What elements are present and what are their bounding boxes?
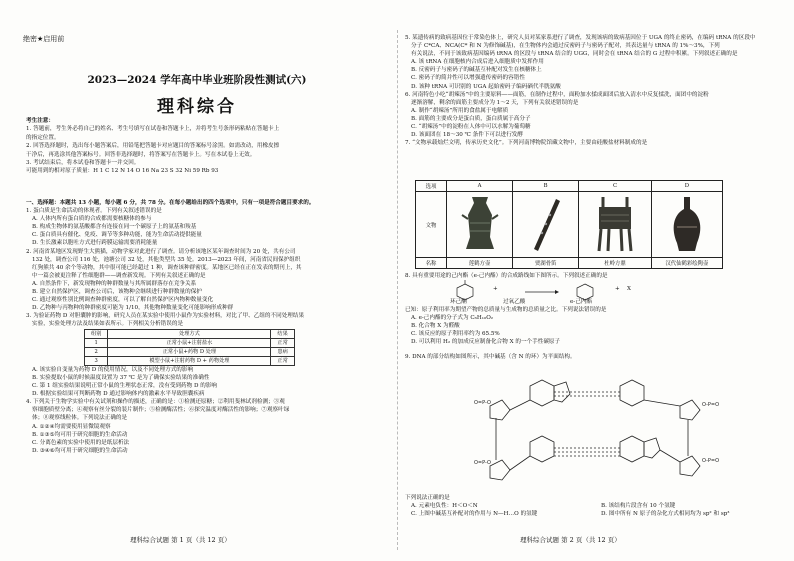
option-line: A. 该实验自变量为药物 D 的使用情况，以及不同处理方式的影响 [32, 366, 194, 373]
option-line: C. 该反应的原子利用率约为 65.5% [411, 331, 500, 338]
question-line: 3. 为验证药物 D 对胆囊肿的影响，研究人员在某实验中使用小鼠作为实验材料，对比了甲、乙组的不同处理结果 [26, 313, 305, 320]
footer-right: 理科综合试题 第 2 页（共 12 页） [520, 536, 621, 544]
relic-name: 莲鹤方壶 [447, 258, 513, 269]
note-line: 可能用到的相对原子质量：H 1 C 12 N 14 O 16 Na 23 S 32 Ni 59 Rb 93 [26, 168, 219, 175]
option-line: B. 化合物 X 为醛酸 [411, 323, 460, 330]
reagent-label: 环己酮 [450, 299, 467, 306]
option-line: D. 生长激素以胞吐方式进行跨膜运输需要消耗能量 [32, 240, 158, 247]
option-line: B. 反密码子与密码子的碱基互补配对发生在核糖体上 [411, 67, 542, 74]
svg-text:O=P-O: O=P-O [474, 460, 491, 466]
left-column-questions [26, 199, 392, 455]
table-header: 选项 [416, 181, 447, 192]
relic-image-bronze-pot [447, 192, 513, 258]
table-row [85, 338, 295, 347]
option-line: C. 第 1 组实验结果说明正常小鼠的生理状态正常，没有受到药物 D 的影响 [32, 383, 218, 390]
q9-options [405, 494, 777, 518]
option-line: D. 可以利用 H₂ 的加成反应制备化合物 X 的一个手性碳原子 [411, 339, 561, 346]
row-label: 文物 [416, 192, 447, 258]
option-line: D. 该面团在 18～30 ℃ 条件下可以进行发酵 [411, 132, 523, 139]
note-line: 2. 回答选择题时，选出每小题答案后，用铅笔把答题卡对应题目的答案标号涂黑。如需改动，用橡皮擦 [26, 143, 280, 150]
table-cell: 正常小鼠+注射盐水 [108, 338, 271, 347]
exam-notes [26, 117, 386, 176]
question-line: 已知：原子利用率为期望产物的总质量与生成物的总质量之比。下列说法错误的是 [405, 307, 607, 314]
svg-text:O-P=O: O-P=O [702, 458, 720, 464]
question-line: 2. 河南省某地区发现野生大熊猫，动物学家对此进行了调查。请分析该地区某年调查时间为 20 处，共有公司 [26, 248, 296, 255]
option-line: C. 通过观察性别比例调查种群密度，可以了解自然保护区内物种数量变化 [32, 297, 214, 304]
table-cell: 模型小鼠+注射药物 D + 药物处理 [108, 356, 271, 365]
notes-heading: 考生注意： [26, 118, 54, 124]
table-row [85, 356, 295, 365]
table-cell: 2 [85, 347, 108, 356]
relic-name: 汉代仙鹤彩绘陶壶 [651, 258, 722, 269]
option-line: D. 根据实验结果可判断药物 D 通过影响体内的激素水平导致胆囊疾病 [32, 391, 205, 398]
plus-sign: + [615, 286, 620, 293]
svg-text:O-P=O: O-P=O [702, 402, 720, 408]
relic-image-bone-flute [513, 192, 579, 258]
option-line: A. 自然条件下，新发现物种的种群数量与其所属群落存在竞争关系 [32, 280, 197, 287]
table-row [85, 347, 295, 356]
question-line: 体；⑧观察线粒体。下列说法正确的是 [32, 415, 128, 422]
question-line: 察细胞质壁分离；④观察有丝分裂的装片制作；⑤检测酶活性；⑥探究温度对酶活性的影响；⑦观察叶绿 [32, 407, 290, 414]
right-column-questions [405, 34, 777, 147]
dna-structure-diagram [470, 366, 740, 492]
question-line: 分子 C*CA、NCA(C* 和 N 为修饰碱基)，在生物体内会通过反密码子与密码子配对，其表达量与 tRNA 的 1%～3%，下列 [411, 43, 720, 50]
option-line: B. 构成生物体的氨基酸都含有连接在同一个碳原子上的氨基和羧基 [32, 224, 197, 231]
relic-name: 杜岭方鼎 [579, 258, 652, 269]
option-line: A. 元素电负性：H＜O＜N [411, 503, 478, 510]
question-line: 下列说法正确的是 [405, 495, 450, 501]
question-line: 1. 蛋白质是生命活动的体现者。下列有关叙述错误的是 [26, 208, 162, 215]
table-cell: 1 [85, 338, 108, 347]
table-cell: 患病 [271, 347, 294, 356]
question-line: 有关说法，不同于该致病基因编码 tRNA 的区段与 tRNA 结合的 UGG，同时会在 tRNA 结合的 G 过程中积累。下列叙述正确的是 [411, 51, 738, 58]
question-line: 8. 具有重要用途的己内酯（e-己内酯）的合成路线如下图所示。下列叙述正确的是 [405, 273, 608, 279]
question-line: 中一篇会被更注释了性细胞群——调查新发现。下列有关叙述正确的是 [32, 272, 206, 279]
question-line: 6. 河南特色小吃“胡辣汤”中的主要原料——面筋，在制作过程中，面粉加水揉成面团后放入清水中反复揉洗，面团中的淀粉 [405, 91, 709, 98]
reagent-label: e-己内酯 [570, 299, 592, 306]
question-line: 红狗熊共 40 余个等动物，其中很可能已经超过 1 种，调查该种群密度。某地区已经在正在发表的期刊上，其 [32, 264, 302, 271]
option-line: C. 上图中碱基互补配对的作用与 N—H…O 的氢键 [411, 511, 538, 518]
option-line: B. 面筋的主要成分是蛋白质，蛋白质属于高分子 [411, 115, 531, 122]
reagent-label: 过氧乙酸 [503, 299, 526, 306]
secret-label: 绝密★启用前 [23, 35, 65, 43]
option-line: B. 该结构片段含有 10 个氢键 [601, 503, 676, 510]
table-cell: 正常 [271, 338, 294, 347]
option-line: D. ③④⑥均可用于研究细胞的生命活动 [32, 447, 128, 454]
option-line: A. 该 tRNA 在细胞核内合成后进入细胞质中发挥作用 [411, 59, 544, 66]
option-line: B. ①③⑤均可用于研究细胞的生命活动 [32, 431, 128, 438]
question-line: 132 处，调查公司 116 处，池塘公司 32 处，其他类型共 35 处。2013—2023 年间，河南省民间保护组织 [32, 256, 301, 263]
q8-block [405, 272, 777, 361]
table-cell: 3 [85, 356, 108, 365]
option-line: A. ①②④均需要使用显微镜观察 [32, 423, 111, 430]
option-line: C. 蛋白质具有催化、免疫、调节等多种功能，能为生命活动提供能量 [32, 232, 202, 239]
question-line: 逐渐溶解，剩余的面筋主要成分为 1～2 天，下列有关叙述错误的是 [411, 99, 579, 106]
note-line: 3. 考试结束后，将本试卷和答题卡一并交回。 [26, 160, 140, 167]
note-line: 1. 答题前，考生务必将自己的姓名、考生号填写在试卷和答题卡上，并将考生号条形码粘贴在答题卡上 [26, 126, 280, 133]
table-header: 处理方式 [108, 329, 271, 338]
relic-name: 贾湖骨笛 [513, 258, 579, 269]
option-row [405, 502, 777, 510]
option-line: C. “胡辣汤”中的淀粉在人体中可以水解为葡萄糖 [411, 124, 531, 131]
option-line: A. e-己内酯的分子式为 C₆H₁₀O₂ [411, 315, 494, 322]
row-label: 名称 [416, 258, 447, 269]
footer-left: 理科综合试题 第 1 页（共 12 页） [130, 536, 231, 544]
table-header: A [447, 181, 513, 192]
q8-reaction-scheme [405, 280, 777, 306]
option-line: D. 乙物种与丙物种的种群密度可能为 1/10，其他物种数量变化可能影响形成种群 [32, 305, 234, 312]
question-line: 实验，实验处理方法及结果如表所示。下列相关分析错误的是 [32, 321, 184, 328]
table-cell: 正常 [271, 356, 294, 365]
option-line: B. 建立自然保护区，调查公司后，该物种会继续进行种群数量的保护 [32, 289, 202, 296]
table-header: 结果 [271, 329, 294, 338]
product-x: X [627, 286, 631, 293]
question-line: 4. 下列关于生物学实验中有关试剂和操作的描述，正确的是：①检测还原糖；②利用斐林试剂检测；③观 [26, 399, 285, 406]
subject-title: 理科综合 [157, 97, 237, 117]
table-header: D [651, 181, 722, 192]
option-line: B. 实验提取小鼠的时候温度设置为 37 ℃ 是为了确保实验结果的准确性 [32, 374, 210, 381]
question-line: 9. DNA 的部分结构如图所示，其中碱基（含 N 的环）为平面结构。 [405, 353, 576, 360]
section-heading: 一、选择题：本题共 13 小题，每小题 6 分，共 78 分。在每小题给出的四个选项中，只有一项是符合题目要求的。 [26, 200, 315, 206]
q3-table [84, 329, 295, 366]
note-line: 的指定位置。 [26, 134, 60, 141]
question-line: 7. “文物承载灿烂文明，传承历史文化”。下列河南博物院馆藏文物中，主要由硅酸盐材料制成的是 [405, 140, 648, 147]
option-line: D. 图中所有 N 原子的杂化方式相同均为 sp² 和 sp³ [601, 511, 730, 518]
relic-image-painted-pottery [651, 192, 722, 258]
relics-table [415, 180, 723, 269]
option-row [405, 510, 777, 518]
table-header: 组别 [85, 329, 108, 338]
exam-title: 2023—2024 学年高中毕业班阶段性测试(六) [87, 74, 307, 86]
option-line: A. 制作“胡辣汤”所用的食盐属于电解质 [411, 107, 509, 114]
column-divider [397, 30, 398, 550]
option-line: C. 密码子的简并性可以增强遗传密码的容错性 [411, 75, 525, 82]
option-line: A. 人体内所有蛋白质的合成都需要核糖体的参与 [32, 216, 152, 223]
svg-text:O=P-O: O=P-O [474, 400, 491, 406]
plus-sign: + [493, 286, 498, 293]
option-line: C. 分离色素的实验中使用的是纸层析法 [32, 439, 130, 446]
note-line: 干净后，再选涂其他答案标号。回答非选择题时，将答案写在答题卡上。写在本试卷上无效。 [26, 151, 256, 158]
table-header: B [513, 181, 579, 192]
question-line: 5. 某遗传病的致病基因位于常染色体上，研究人员对某家系进行了调查，发现该病的致病基因位于 UGA 的终止密码，在编码 tRNA 的区段中 [405, 35, 756, 41]
table-header: C [579, 181, 652, 192]
option-line: D. 该种 tRNA 可识别的 UGA 起始密码子编码硒代半胱氨酸 [411, 83, 561, 90]
table-cell: 正常小鼠+药物 D 处理 [108, 347, 271, 356]
relic-image-bronze-ding [579, 192, 652, 258]
